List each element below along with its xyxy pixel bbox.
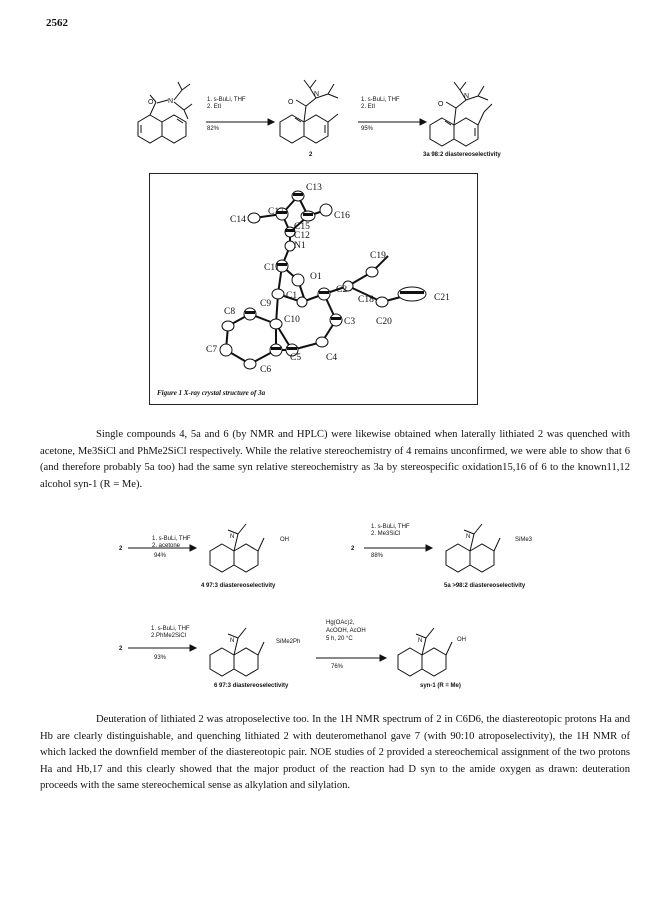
scheme2-d-oh: OH: [457, 637, 466, 643]
svg-text:N: N: [314, 91, 320, 98]
svg-text:C21: C21: [434, 293, 450, 303]
svg-text:N: N: [418, 638, 423, 644]
xray-structure: [150, 174, 475, 386]
svg-text:C16: C16: [334, 211, 350, 221]
scheme2-a-reagents1: 1. s-BuLi, THF: [152, 536, 191, 542]
scheme1-step1-reagents2: 2. EtI: [207, 104, 222, 110]
compound-4-label: 4 97:3 diastereoselectivity: [201, 583, 276, 589]
svg-text:C17: C17: [268, 207, 284, 217]
paragraph-1: [40, 427, 630, 493]
compound-2-label: 2: [309, 152, 313, 158]
scheme2-b-yield: 88%: [371, 553, 384, 559]
scheme1-step1-reagents: 1. s-BuLi, THF: [207, 97, 246, 103]
svg-text:C5: C5: [290, 353, 302, 363]
syn-1-label: syn-1 (R = Me): [420, 683, 461, 689]
svg-text:C1: C1: [286, 291, 298, 301]
svg-text:N: N: [168, 98, 174, 105]
svg-text:C15: C15: [294, 222, 310, 232]
svg-text:C4: C4: [326, 353, 338, 363]
scheme2-c-start: 2: [119, 646, 123, 652]
svg-text:C3: C3: [344, 317, 356, 327]
paragraph-2: [40, 712, 630, 795]
scheme2-c-sime: SiMe2Ph: [276, 639, 301, 645]
svg-text:C19: C19: [370, 251, 386, 261]
svg-text:C18: C18: [358, 295, 374, 305]
svg-text:C6: C6: [260, 365, 272, 375]
svg-text:N: N: [230, 534, 235, 540]
svg-text:C7: C7: [206, 345, 218, 355]
svg-text:N1: N1: [294, 241, 306, 251]
scheme2-b-reagents2: 2. Me3SiCl: [371, 531, 401, 537]
svg-text:O1: O1: [310, 272, 322, 282]
svg-text:O: O: [288, 99, 294, 106]
scheme2-d-reagents2: AcOOH, AcOH: [326, 628, 366, 634]
svg-text:C12: C12: [294, 231, 310, 241]
scheme2-a-reagents2: 2. acetone: [152, 543, 181, 549]
svg-text:C11: C11: [264, 263, 280, 273]
compound-5a-label: 5a >98:2 diastereoselectivity: [444, 583, 526, 589]
svg-text:C2: C2: [336, 285, 348, 295]
svg-text:O: O: [148, 99, 154, 106]
svg-text:C10: C10: [284, 315, 300, 325]
compound-3a-label: 3a 98:2 diastereoselectivity: [423, 152, 501, 158]
svg-text:N: N: [230, 638, 235, 644]
page-number: 2562: [46, 17, 68, 29]
svg-text:O: O: [438, 101, 444, 108]
svg-text:C20: C20: [376, 317, 392, 327]
scheme2-a-start: 2: [119, 546, 123, 552]
scheme2-c-reagents2: 2.PhMe2SiCl: [151, 633, 187, 639]
paragraph-2-text: Deuteration of lithiated 2 was atroposelective too. In the 1H NMR spectrum of 2 in C6D6, the diastereotopic protons Ha and Hb are clearly distinguishable, and quenching lithiated 2 with deuteromethanol gave 7 (with 90:10 atroposelectivity), the 1H NMR of which lacked the downfield member of the diastereotopic pair. NOE studies of 2 provided a stereochemical assignment of the two protons Ha and Hb,17 and this clearly showed that the major product of the reaction had D syn to the amide oxygen as drawn: deuteration proceeds with the same stereochemical sense as alkylation and silylation.: [40, 714, 630, 791]
scheme2-a-oh: OH: [280, 537, 289, 543]
svg-text:C14: C14: [230, 215, 246, 225]
svg-text:N: N: [466, 534, 471, 540]
svg-text:C9: C9: [260, 299, 272, 309]
figure-1-caption: Figure 1 X-ray crystal structure of 3a: [157, 389, 266, 397]
scheme2-d-reagents1: Hg(OAc)2,: [326, 620, 355, 626]
scheme2-d-yield: 76%: [331, 664, 344, 670]
scheme2-b-sime: SiMe3: [515, 537, 533, 543]
scheme2-b-start: 2: [351, 546, 355, 552]
scheme2-b-reagents1: 1. s-BuLi, THF: [371, 524, 410, 530]
scheme-2-structures: [110, 520, 580, 700]
scheme2-d-reagents3: 5 h, 20 °C: [326, 636, 353, 642]
svg-text:N: N: [464, 93, 470, 100]
scheme1-step2-yield: 95%: [361, 126, 374, 132]
scheme1-step2-reagents: 1. s-BuLi, THF: [361, 97, 400, 103]
compound-6-label: 6 97:3 diastereoselectivity: [214, 683, 289, 689]
svg-text:C13: C13: [306, 183, 322, 193]
paragraph-1-text: Single compounds 4, 5a and 6 (by NMR and HPLC) were likewise obtained when laterally lithiated 2 was quenched with acetone, Me3SiCl and PhMe2SiCl respectively. While the relative stereochemistry of 4 remains unconfirmed, we were able to show that 6 (and therefore probably 5a too) had the same syn relative stereochemistry as 3a by stereospecific oxidation15,16 of 6 to the known11,12 alcohol syn-1 (R = Me).: [40, 429, 630, 490]
scheme1-step2-reagents2: 2. EtI: [361, 104, 376, 110]
scheme1-step1-yield: 82%: [207, 126, 220, 132]
scheme2-c-yield: 93%: [154, 655, 167, 661]
scheme2-a-yield: 94%: [154, 553, 167, 559]
scheme2-c-reagents1: 1. s-BuLi, THF: [151, 626, 190, 632]
svg-text:C8: C8: [224, 307, 236, 317]
